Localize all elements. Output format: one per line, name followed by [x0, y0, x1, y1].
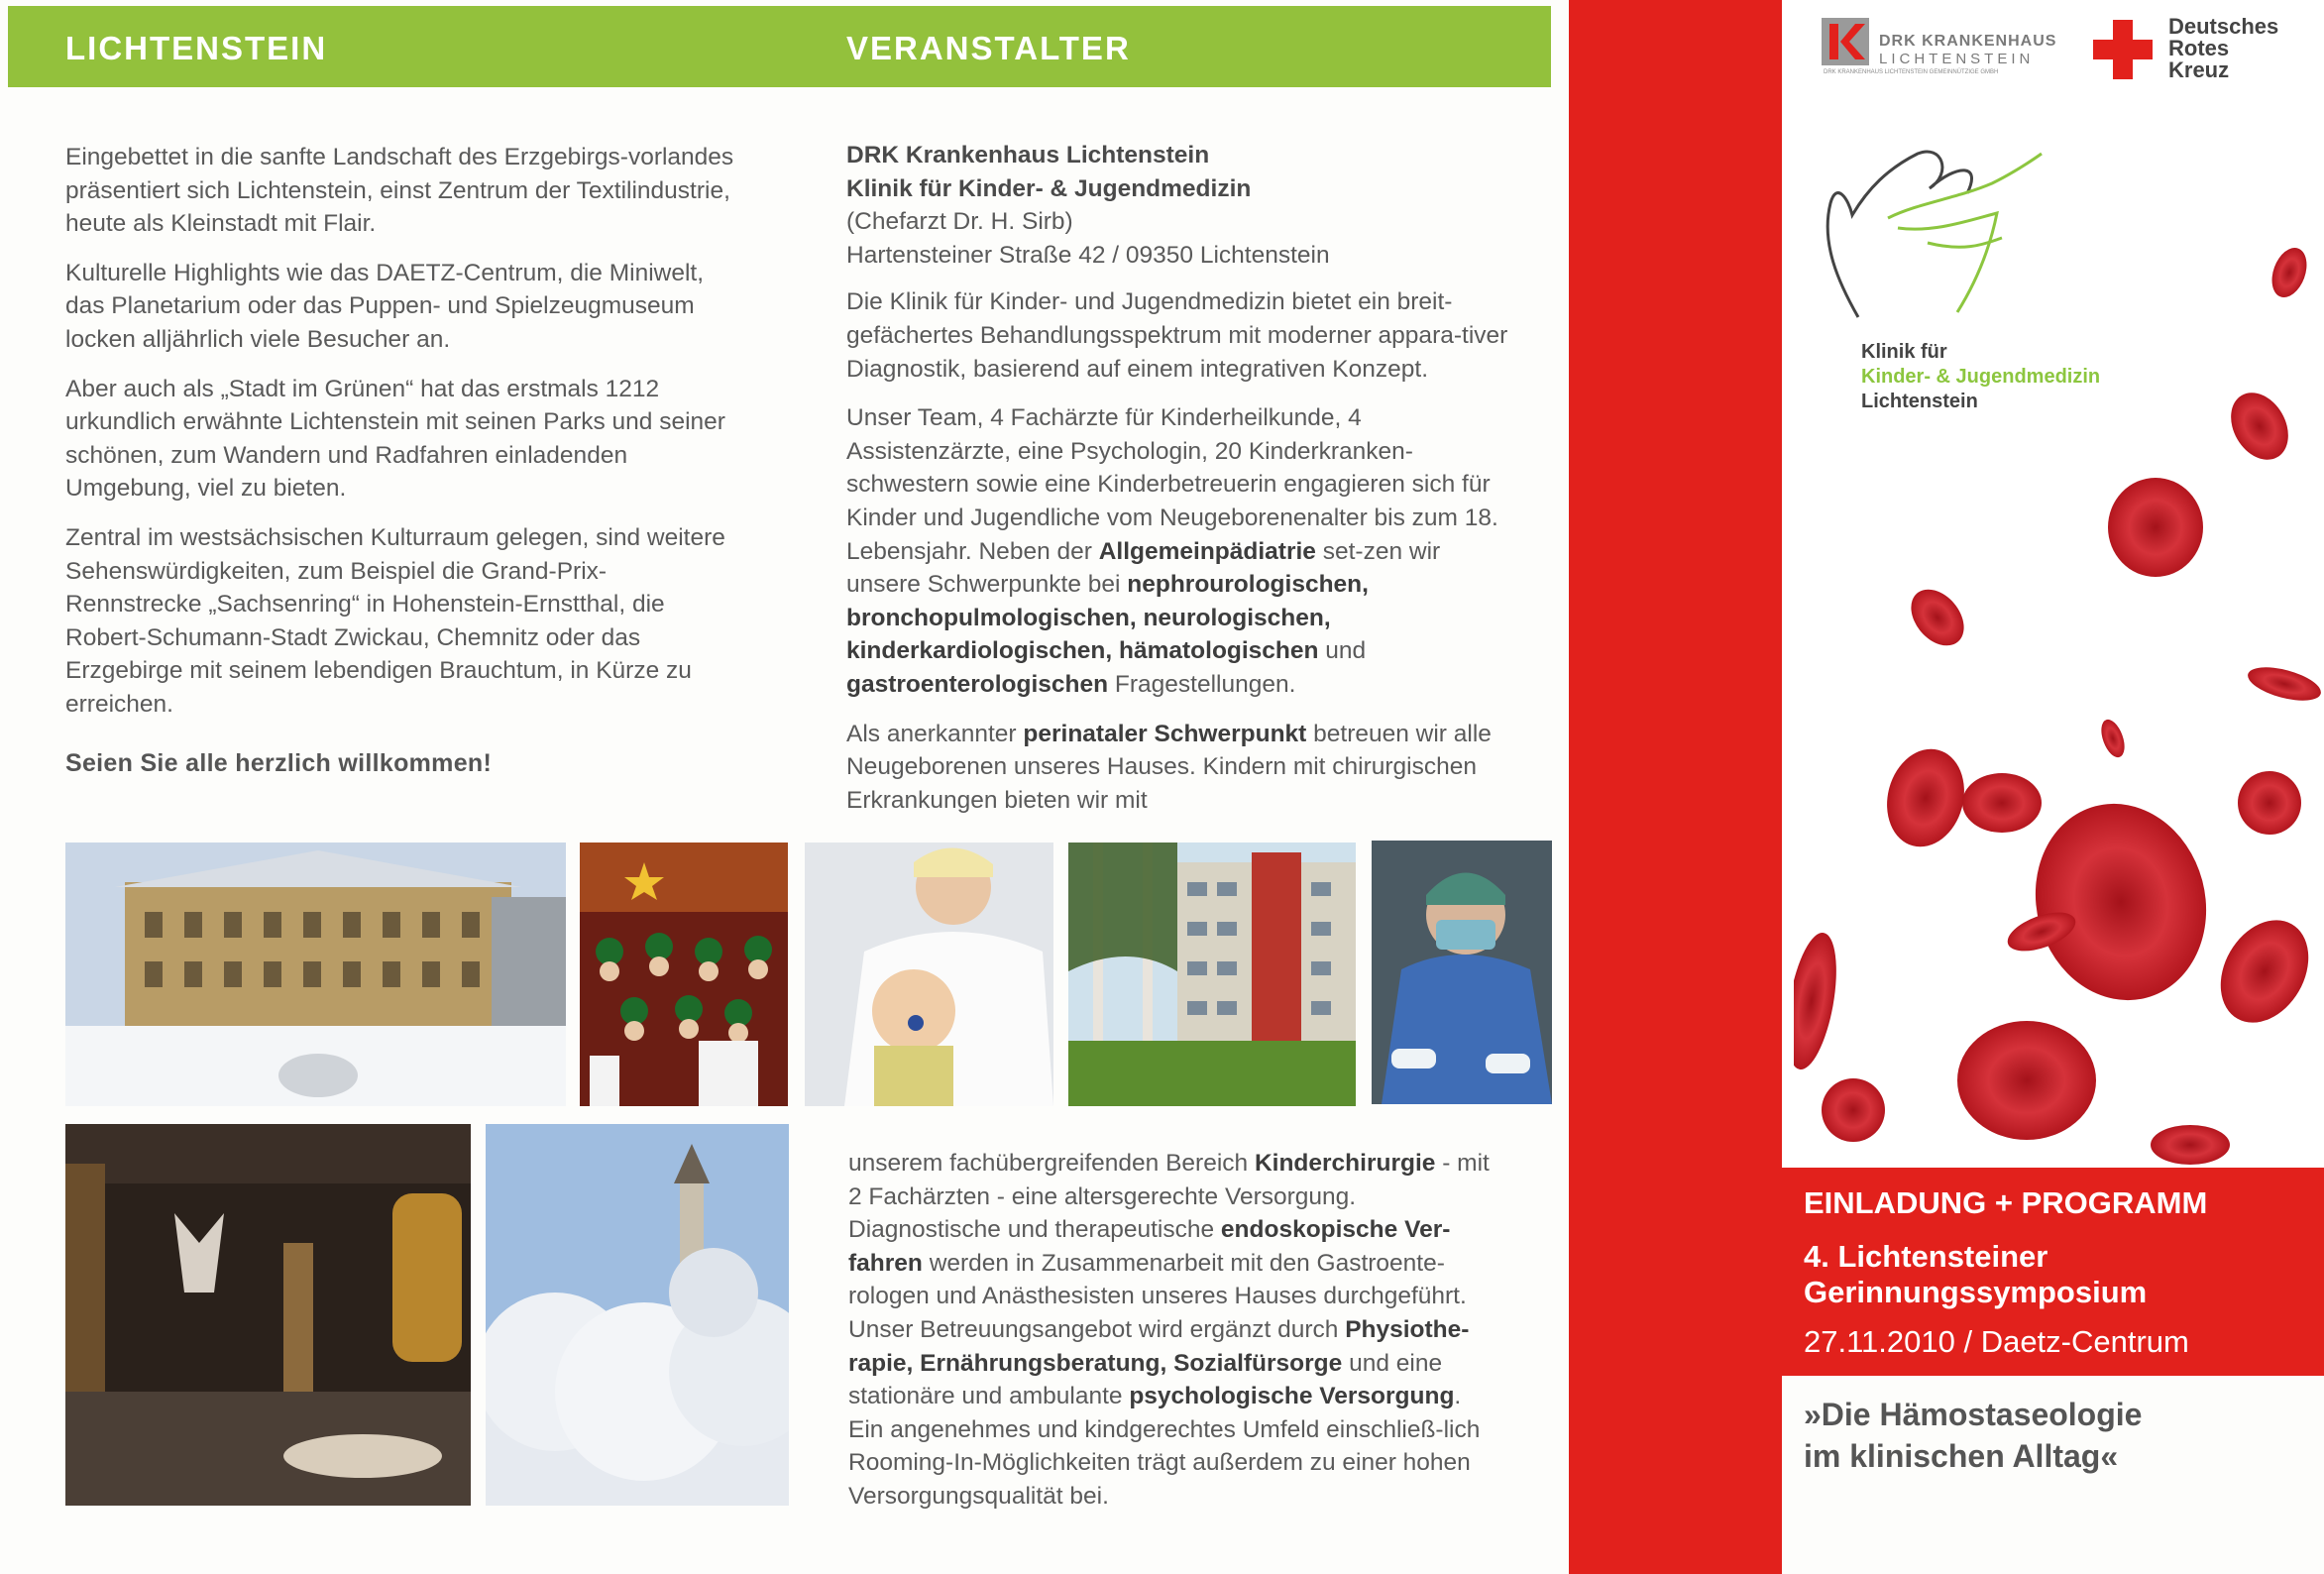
middle-heading: VERANSTALTER: [846, 30, 1131, 66]
middle-paragraph: [848, 1147, 1493, 1514]
emphasis: gastroenterologischen: [846, 670, 1109, 698]
emphasis: Physiothe-rapie, Ernährungsberatung, Sozialfürsorge: [848, 1315, 1470, 1377]
clinic-line1: Klinik für: [1861, 341, 1947, 363]
invite-heading: EINLADUNG + PROGRAMM: [1804, 1185, 2208, 1220]
clinic-line3: Lichtenstein: [1861, 391, 1978, 412]
emphasis: endoskopische Ver-fahren: [848, 1216, 1451, 1277]
photo-nurse-baby: [805, 843, 1053, 1106]
emphasis: psychologische Versorgung: [1129, 1383, 1455, 1410]
hospital-k-logo-icon: [1822, 18, 1869, 65]
photo-museum-sculptures: [65, 1124, 471, 1506]
photo-surgeon: [1372, 841, 1552, 1104]
text-span: betreuen wir alle Neugeborenen unseres Hauses. Kindern mit chirurgischen Erkrankungen bieten wir mit: [846, 720, 1492, 814]
drk-line1: Deutsches: [2168, 14, 2279, 39]
photo-miners-band: [580, 843, 788, 1106]
red-spine: [1569, 0, 1782, 1574]
text-span: set-zen wir unsere Schwerpunkte bei: [846, 537, 1441, 599]
left-heading: LICHTENSTEIN: [65, 30, 328, 66]
event-line2: Gerinnungssymposium: [1804, 1275, 2148, 1309]
left-paragraph: Zentral im westsächsischen Kulturraum gelegen, sind weitere Sehenswürdigkeiten, zum Beispiel die Grand-Prix-Rennstrecke „Sachsenring“ in Hohenstein-Ernstthal, die Robert-Schumann-Stadt Zwickau, Chemnitz oder das Erzgebirge mit seinem lebendigen Brauchtum, in Kürze zu erreichen.: [65, 523, 725, 718]
org-name: DRK Krankenhaus Lichtenstein: [846, 142, 1210, 169]
hospital-logo-line1: DRK KRANKENHAUS: [1879, 33, 2057, 50]
middle-paragraph: [846, 718, 1520, 818]
drk-line3: Kreuz: [2168, 57, 2230, 82]
hospital-logo-line2: LICHTENSTEIN: [1879, 51, 2035, 67]
text-span: und eine stationäre und ambulante: [848, 1349, 1443, 1410]
photo-hospital-building: [1068, 843, 1356, 1106]
left-paragraph: Kulturelle Highlights wie das DAETZ-Centrum, die Miniwelt, das Planetarium oder das Puppen- und Spielzeugmuseum locken alljährlich viele Besucher an.: [65, 259, 705, 353]
quote-line2: im klinischen Alltag«: [1804, 1438, 2119, 1474]
date-venue: 27.11.2010 / Daetz-Centrum: [1804, 1324, 2189, 1359]
clinic-line2: Kinder- & Jugendmedizin: [1861, 366, 2101, 388]
middle-paragraph: [846, 401, 1520, 701]
text-span: Unser Team, 4 Fachärzte für Kinderheilkunde, 4 Assistenzärzte, eine Psychologin, 20 Kinderkranken-schwestern sowie eine Kinderbetreuerin engagieren sich für Kinder und Jugendliche vom Neugeborenenalter bis zum 18. Lebensjahr. Neben der: [846, 404, 1498, 565]
middle-text-column: [846, 139, 1520, 833]
emphasis: perinataler Schwerpunkt: [1023, 720, 1307, 747]
text-span: und: [1318, 637, 1367, 665]
welcome-line: Seien Sie alle herzlich willkommen!: [65, 748, 493, 777]
photo-palace-winter: [65, 843, 566, 1106]
hospital-logo-line3: DRK KRANKENHAUS LICHTENSTEIN GEMEINNÜTZIGE GMBH: [1824, 69, 1999, 75]
emphasis: Allgemeinpädiatrie: [1098, 537, 1316, 565]
emphasis: nephrourologischen, bronchopulmologischen, neurologischen, kinderkardiologischen, hämatologischen: [846, 571, 1369, 665]
text-span: Fragestellungen.: [1108, 670, 1296, 698]
drk-line2: Rotes: [2168, 36, 2230, 60]
left-text-column: [65, 141, 739, 796]
text-span: werden in Zusammenarbeit mit den Gastroente-rologen und Anästhesisten unseres Hauses durchgeführt. Unser Betreuungsangebot wird ergänzt durch: [848, 1249, 1467, 1343]
event-line1: 4. Lichtensteiner: [1804, 1239, 2048, 1274]
blood-cells-illustration: [1794, 218, 2324, 1168]
text-span: . Ein angenehmes und kindgerechtes Umfeld einschließ-lich Rooming-In-Möglichkeiten trägt außerdem zu einer hohen Versorgungsqualität bei.: [848, 1383, 1481, 1510]
photo-winter-church: [486, 1124, 789, 1506]
text-span: Als anerkannter: [846, 720, 1024, 747]
left-paragraph: Aber auch als „Stadt im Grünen“ hat das erstmals 1212 urkundlich erwähnte Lichtenstein mit seinen Parks und seiner schönen, zum Wandern und Radfahren einladenden Umgebung, viel zu bieten.: [65, 375, 725, 503]
text-span: - mit 2 Fachärzten - eine altersgerechte Versorgung. Diagnostische und therapeutische: [848, 1150, 1490, 1244]
text-span: unserem fachübergreifenden Bereich: [848, 1150, 1255, 1177]
middle-paragraph: Die Klinik für Kinder- und Jugendmedizin bietet ein breit-gefächertes Behandlungsspektrum mit moderner appara-tiver Diagnostik, basierend auf einem integrativen Konzept.: [846, 288, 1508, 383]
drk-cross-icon: [2091, 18, 2155, 81]
org-chief: (Chefarzt Dr. H. Sirb): [846, 208, 1073, 236]
emphasis: Kinderchirurgie: [1254, 1150, 1436, 1177]
quote-line1: »Die Hämostaseologie: [1804, 1397, 2143, 1432]
middle-text-continued: [848, 1147, 1493, 1529]
org-address: Hartensteiner Straße 42 / 09350 Lichtenstein: [846, 241, 1330, 269]
org-clinic: Klinik für Kinder- & Jugendmedizin: [846, 174, 1252, 202]
left-paragraph: Eingebettet in die sanfte Landschaft des Erzgebirgs-vorlandes präsentiert sich Lichtenstein, einst Zentrum der Textilindustrie, heute als Kleinstadt mit Flair.: [65, 144, 734, 238]
